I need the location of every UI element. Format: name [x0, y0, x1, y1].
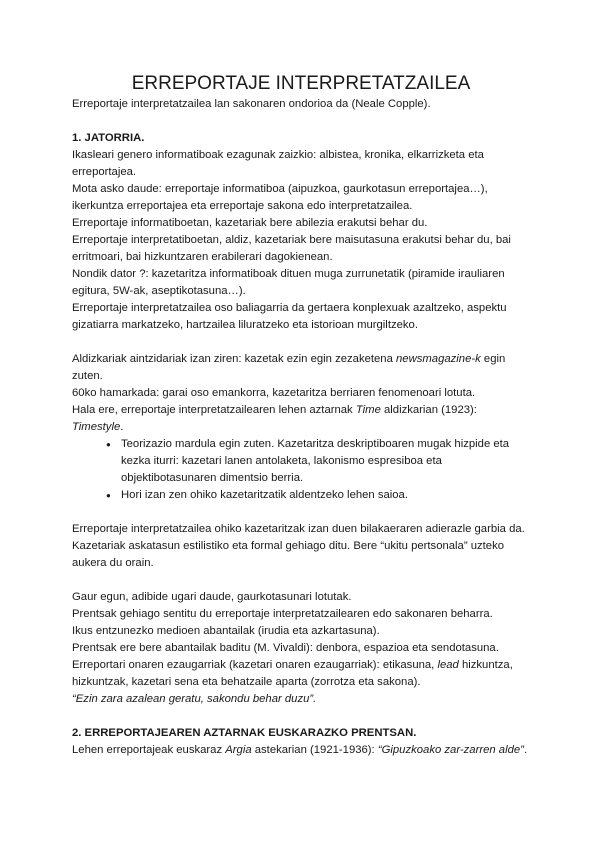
paragraph: Ikus entzunezko medioen abantailak (irudia eta azkartasuna).: [72, 625, 380, 637]
emphasis: lead: [437, 659, 459, 671]
paragraph: Nondik dator ?: kazetaritza informatiboak dituen muga zurrunetatik (piramide irauliaren egitura, 5W-ak, aseptikotasuna…).: [72, 268, 505, 297]
paragraph: Mota asko daude: erreportaje informatiboa (aipuzkoa, gaurkotasun erreportajea…), ikerkuntza erreportajea eta erreportaje sakona edo interpretatzailea.: [72, 183, 488, 212]
paragraph: Erreportaje interpretatzailea oso baliagarria da gertaera konplexuak azaltzeko, aspektu gizatiarra markatzeko, hartzailea liluratzeko eta istorioan murgiltzeko.: [72, 302, 507, 331]
paragraph: Erreportaje informatiboetan, kazetariak bere abilezia erakutsi behar du.: [72, 217, 428, 229]
paragraph: Aldizkariak aintzidariak izan ziren: kazetak ezin egin zezaketena newsmagazine-k egin zuten.: [72, 353, 506, 382]
paragraph: Lehen erreportajeak euskaraz Argia astekarian (1921-1936): “Gipuzkoako zar-zarren alde”.: [72, 744, 528, 756]
paragraph: Gaur egun, adibide ugari daude, gaurkotasunari lotutak.: [72, 591, 352, 603]
emphasis: newsmagazine-k: [396, 353, 481, 365]
paragraph: 60ko hamarkada: garai oso emankorra, kazetaritza berriaren fenomenoari lotuta.: [72, 387, 476, 399]
paragraph: Hala ere, erreportaje interpretatzailearen lehen aztarnak Time aldizkarian (1923): Timestyle.: [72, 404, 477, 433]
emphasis: Time: [355, 404, 381, 416]
paragraph: Erreportaje interpretatiboetan, aldiz, kazetariak bere maisutasuna erakutsi behar du, bai erritmoari, bai hizkuntzaren erabilerari dagokienean.: [72, 234, 511, 263]
section-heading-aztarnak: 2. ERREPORTAJEAREN AZTARNAK EUSKARAZKO PRENTSAN.: [72, 727, 417, 739]
quote-paragraph: [72, 691, 530, 708]
intro-paragraph: Erreportaje interpretatzailea lan sakonaren ondorioa da (Neale Copple).: [72, 98, 431, 110]
bullet-list: [72, 436, 530, 504]
list-item: ● Teorizazio mardula egin zuten. Kazetaritza deskriptiboaren mugak hizpide eta kezka iturri: kazetari lanen antolaketa, lakonismo espresiboa eta objektibotasunaren dimentsio berria.: [106, 436, 530, 487]
paragraph: Erreportari onaren ezaugarriak (kazetari onaren ezaugarriak): etikasuna, lead hizkuntza, hizkuntzak, kazetari sena eta behatzaile aparta (zorrotza eta sakona).: [72, 659, 513, 688]
paragraph: Erreportaje interpretatzailea ohiko kazetaritzak izan duen bilakaeraren adierazle garbia da. Kazetariak askatasun estilistiko eta formal gehiago ditu. Bere “ukitu pertsonala” uzteko aukera du orain.: [72, 523, 525, 569]
paragraph: Prentsak gehiago sentitu du erreportaje interpretatzailearen edo sakonaren beharra.: [72, 608, 493, 620]
emphasis: Argia: [225, 744, 252, 756]
paragraph: Ikasleari genero informatiboak ezagunak zaizkio: albistea, kronika, elkarrizketa eta erreportajea.: [72, 149, 484, 178]
paragraph: Prentsak ere bere abantailak baditu (M. Vivaldi): denbora, espazioa eta sendotasuna.: [72, 642, 499, 654]
emphasis: Timestyle: [72, 421, 121, 433]
emphasis: “Gipuzkoako zar-zarren alde”: [377, 744, 524, 756]
quote: “Ezin zara azalean geratu, sakondu behar duzu”.: [72, 693, 317, 705]
page-title: ERREPORTAJE INTERPRETATZAILEA: [131, 73, 471, 94]
section-heading-jatorria: 1. JATORRIA.: [72, 132, 145, 144]
list-item: ● Hori izan zen ohiko kazetaritzatik aldentzeko lehen saioa.: [106, 487, 530, 504]
